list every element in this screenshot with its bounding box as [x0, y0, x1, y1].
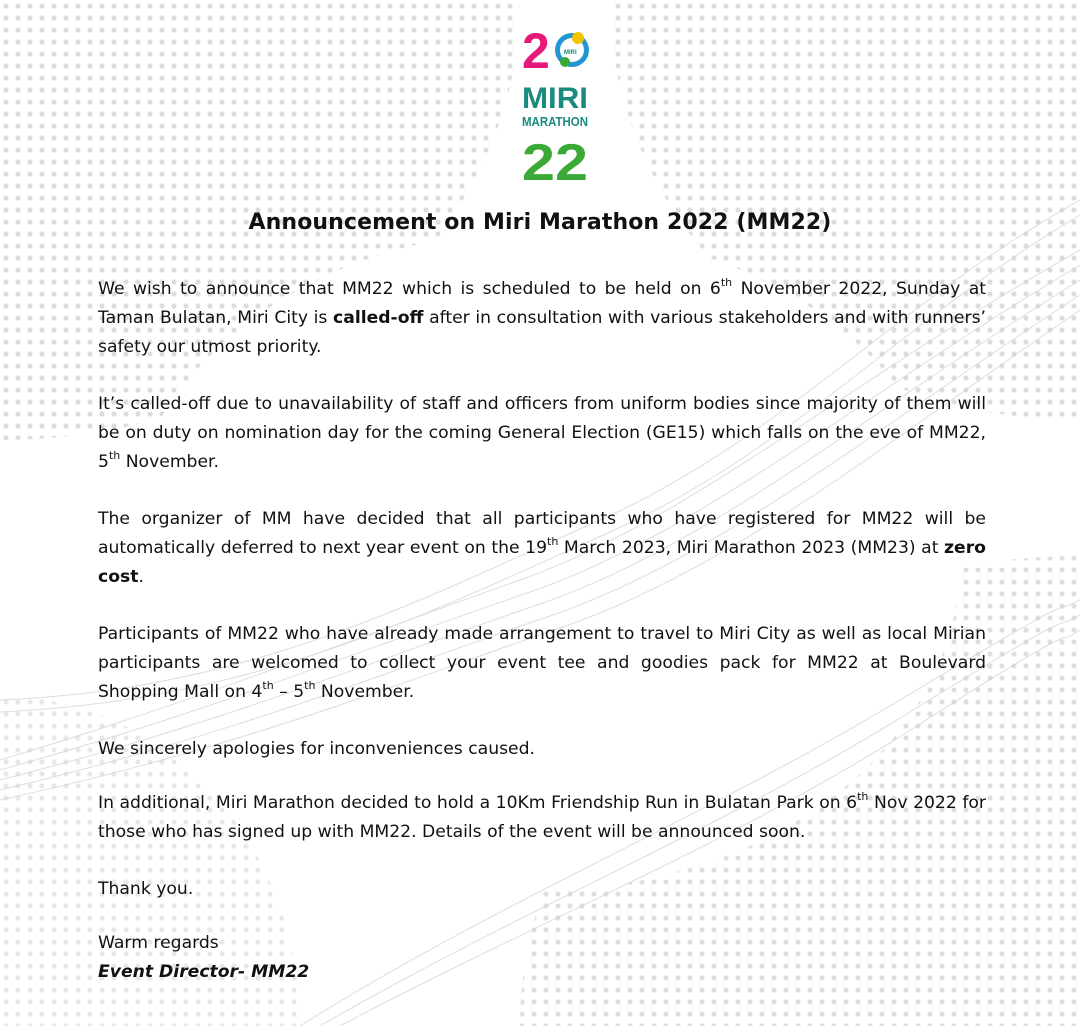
- zero-cost-emphasis: zero cost: [98, 538, 986, 587]
- paragraph-deferral: The organizer of MM have decided that all participants who have registered for MM22 will be automatically deferred to next year event on the 19th March 2023, Miri Marathon 2023 (MM23) at zero cost.: [98, 509, 986, 587]
- closing-regards: Warm regards: [98, 933, 219, 953]
- logo-subtitle: MARATHON: [522, 114, 588, 129]
- announcement-body: [98, 275, 986, 987]
- paragraph-apology: We sincerely apologies for inconveniences caused.: [98, 739, 535, 759]
- page-title: Announcement on Miri Marathon 2022 (MM22): [248, 210, 832, 235]
- logo-brand: MIRI: [522, 82, 588, 115]
- called-off-emphasis: called-off: [333, 308, 424, 328]
- paragraph-schedule: We wish to announce that MM22 which is scheduled to be held on 6th November 2022, Sunday at Taman Bulatan, Miri City is called-off after in consultation with various stakeholders and with runners’ safety our utmost priority.: [98, 276, 986, 357]
- miri-marathon-logo: [510, 16, 600, 186]
- logo-year-suffix: 22: [522, 134, 588, 186]
- closing-thanks: Thank you.: [98, 879, 194, 899]
- paragraph-friendship-run: In additional, Miri Marathon decided to hold a 10Km Friendship Run in Bulatan Park on 6th Nov 2022 for those who has signed up with MM22. Details of the event will be announced soon.: [98, 790, 986, 842]
- paragraph-collection: Participants of MM22 who have already made arrangement to travel to Miri City as well as local Mirian participants are welcomed to collect your event tee and goodies pack for MM22 at Boulevard Shopping Mall on 4th – 5th November.: [98, 624, 986, 702]
- paragraph-reason: It’s called-off due to unavailability of staff and officers from uniform bodies since majority of them will be on duty on nomination day for the coming General Election (GE15) which falls on the eve of MM22, 5th November.: [98, 394, 986, 472]
- logo-year-prefix: 2: [522, 23, 550, 79]
- logo-badge-text: MIRI: [564, 50, 577, 56]
- signature: Event Director- MM22: [98, 962, 310, 982]
